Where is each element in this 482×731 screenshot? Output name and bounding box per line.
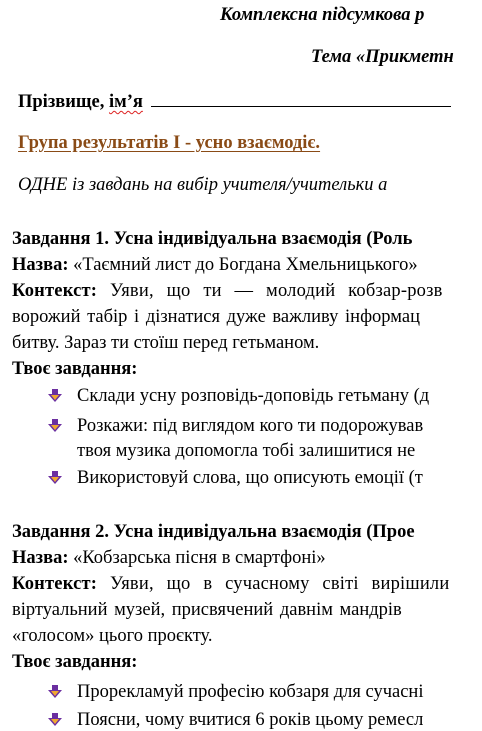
document-title: Комплексна підсумкова р: [220, 5, 425, 25]
task1-name-value: «Таємний лист до Богдана Хмельницького»: [68, 255, 418, 275]
task2-name-value: «Кобзарська пісня в смартфоні»: [68, 548, 326, 568]
instruction-text: ОДНЕ із завдань на вибір учителя/учительки а: [18, 175, 388, 195]
task2-bullet-2: Поясни, чому вчитися 6 років цьому ремесл: [77, 710, 424, 730]
task1-context-line3: битву. Зараз ти стоїш перед гетьманом.: [12, 333, 320, 353]
task1-name: [12, 254, 418, 276]
task2-context-text1: Уяви, що в сучасному світі вирішили: [97, 574, 450, 594]
task2-your-task: Твоє завдання:: [12, 652, 138, 672]
student-name-label: [18, 90, 451, 113]
task1-context-label: Контекст:: [12, 281, 98, 301]
task1-name-label: Назва:: [12, 255, 69, 275]
task1-context-line1: [12, 280, 443, 302]
task2-heading: Завдання 2. Усна індивідуальна взаємодія (Прое: [12, 522, 415, 542]
task2-bullet-1: Прорекламуй професію кобзаря для сучасні: [77, 682, 424, 702]
task1-bullet-1: Склади усну розповідь-доповідь гетьману (д: [77, 386, 430, 406]
arrow-bullet-icon: [48, 471, 62, 485]
task1-bullet-3: Використовуй слова, що описують емоції (т: [77, 468, 423, 488]
student-label-main: Прізвище,: [18, 92, 109, 112]
group-title: Група результатів І - усно взаємодіє.: [18, 133, 321, 153]
arrow-bullet-icon: [48, 685, 62, 699]
arrow-bullet-icon: [48, 419, 62, 433]
student-name-field[interactable]: [151, 90, 451, 107]
task2-context-line1: [12, 573, 449, 595]
task2-name-label: Назва:: [12, 548, 69, 568]
task1-context-text1: Уяви, що ти — молодий кобзар-розв: [97, 281, 443, 301]
student-label-name: ім’я: [108, 92, 143, 112]
task1-heading: Завдання 1. Усна індивідуальна взаємодія (Роль: [12, 229, 413, 249]
task2-context-label: Контекст:: [12, 574, 98, 594]
task1-context-line2: ворожий табір і дізнатися дуже важливу інформац: [12, 307, 420, 327]
task1-your-task: Твоє завдання:: [12, 359, 138, 379]
task2-name: [12, 547, 326, 569]
task1-bullet-2: Розкажи: під виглядом кого ти подорожував: [77, 416, 424, 436]
task2-context-line3: «голосом» цього проєкту.: [12, 626, 213, 646]
task2-context-line2: віртуальний музей, присвячений давнім мандрів: [12, 600, 402, 620]
arrow-bullet-icon: [48, 389, 62, 403]
task1-bullet-2-cont: твоя музика допомогла тобі залишитися не: [77, 441, 416, 461]
topic-title: Тема «Прикметн: [311, 47, 454, 67]
arrow-bullet-icon: [48, 713, 62, 727]
